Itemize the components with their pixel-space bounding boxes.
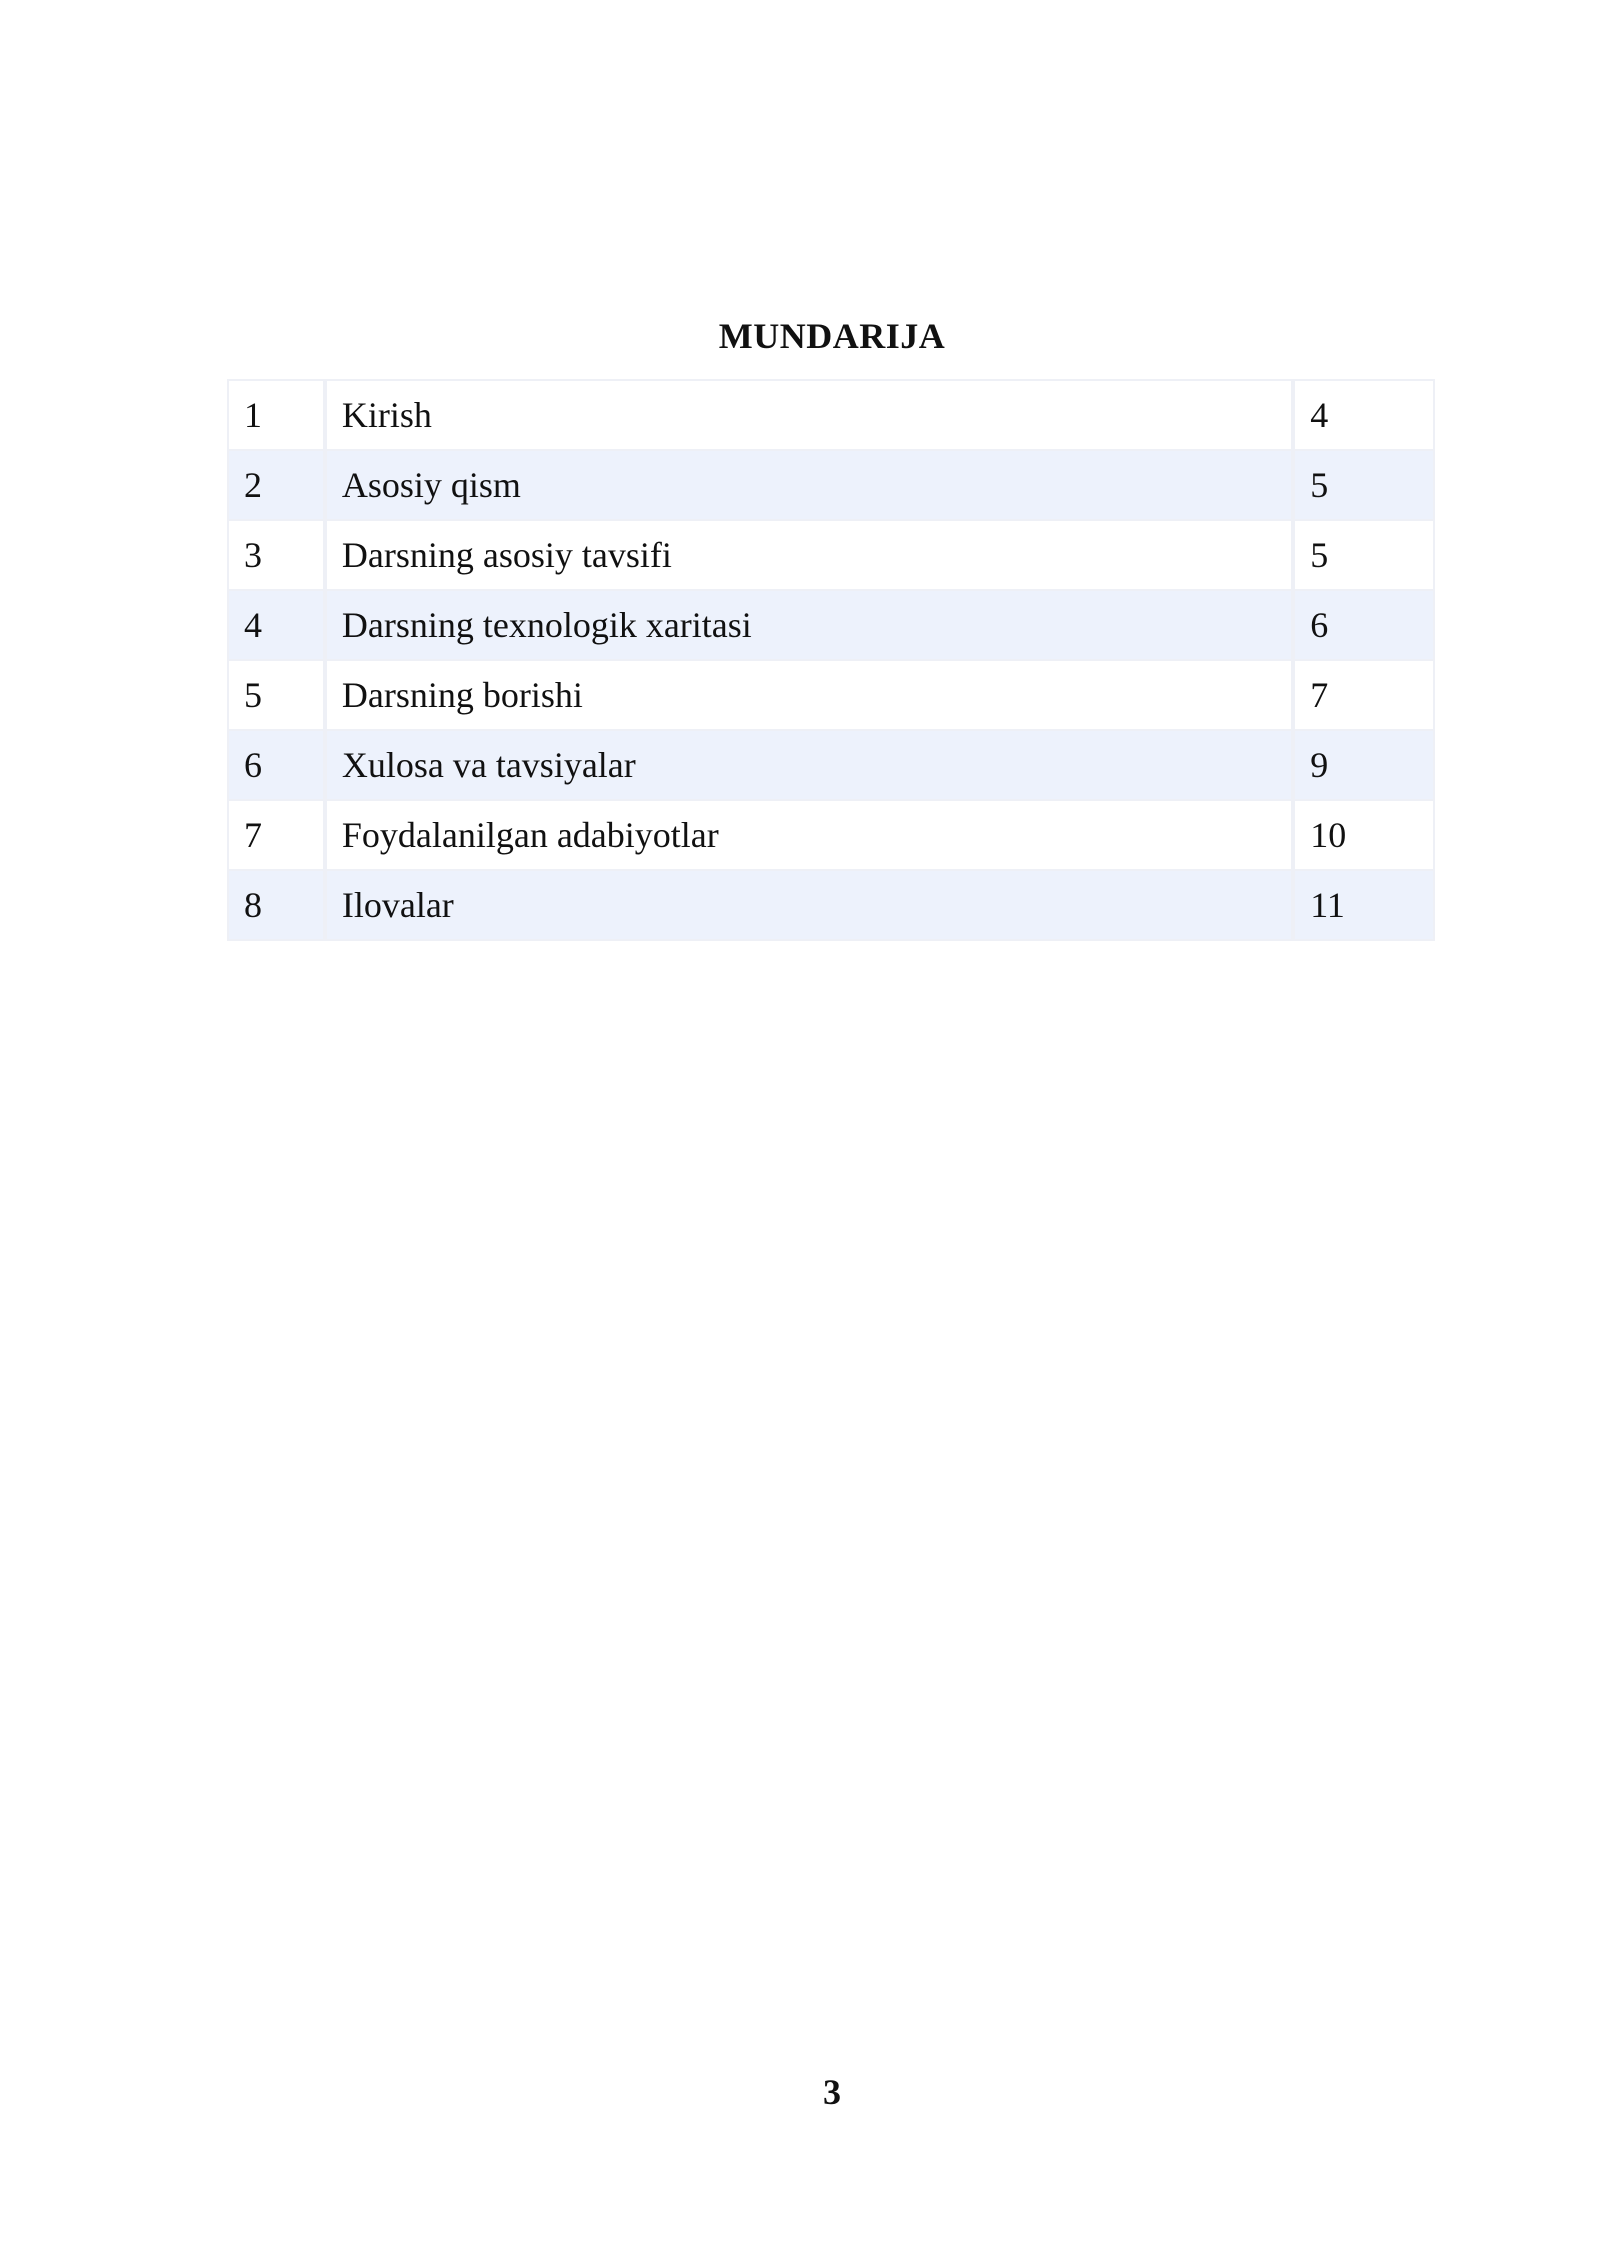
toc-row-title: Asosiy qism xyxy=(325,450,1293,520)
toc-row xyxy=(228,380,1434,450)
toc-row xyxy=(228,800,1434,870)
toc-row xyxy=(228,730,1434,800)
toc-row xyxy=(228,590,1434,660)
toc-table xyxy=(227,379,1435,941)
toc-row-title: Foydalanilgan adabiyotlar xyxy=(325,800,1293,870)
toc-row-title: Darsning texnologik xaritasi xyxy=(325,590,1293,660)
toc-row-number: 5 xyxy=(228,660,325,730)
toc-row-title: Darsning asosiy tavsifi xyxy=(325,520,1293,590)
toc-row-title: Xulosa va tavsiyalar xyxy=(325,730,1293,800)
toc-row xyxy=(228,870,1434,940)
toc-row-page: 7 xyxy=(1293,660,1434,730)
toc-row-page: 5 xyxy=(1293,450,1434,520)
toc-row-number: 6 xyxy=(228,730,325,800)
page-number: 3 xyxy=(823,2072,841,2112)
toc-row-page: 6 xyxy=(1293,590,1434,660)
toc-row-page: 5 xyxy=(1293,520,1434,590)
toc-row-page: 10 xyxy=(1293,800,1434,870)
toc-row-page: 11 xyxy=(1293,870,1434,940)
toc-row xyxy=(228,660,1434,730)
toc-title: MUNDARIJA xyxy=(718,316,946,356)
toc-row-number: 4 xyxy=(228,590,325,660)
toc-row-page: 9 xyxy=(1293,730,1434,800)
toc-row-number: 8 xyxy=(228,870,325,940)
toc-row-title: Darsning borishi xyxy=(325,660,1293,730)
toc-row xyxy=(228,520,1434,590)
toc-row-number: 2 xyxy=(228,450,325,520)
toc-row-number: 7 xyxy=(228,800,325,870)
toc-row-page: 4 xyxy=(1293,380,1434,450)
toc-row-title: Kirish xyxy=(325,380,1293,450)
toc-row-number: 3 xyxy=(228,520,325,590)
toc-row-number: 1 xyxy=(228,380,325,450)
toc-row-title: Ilovalar xyxy=(325,870,1293,940)
toc-row xyxy=(228,450,1434,520)
